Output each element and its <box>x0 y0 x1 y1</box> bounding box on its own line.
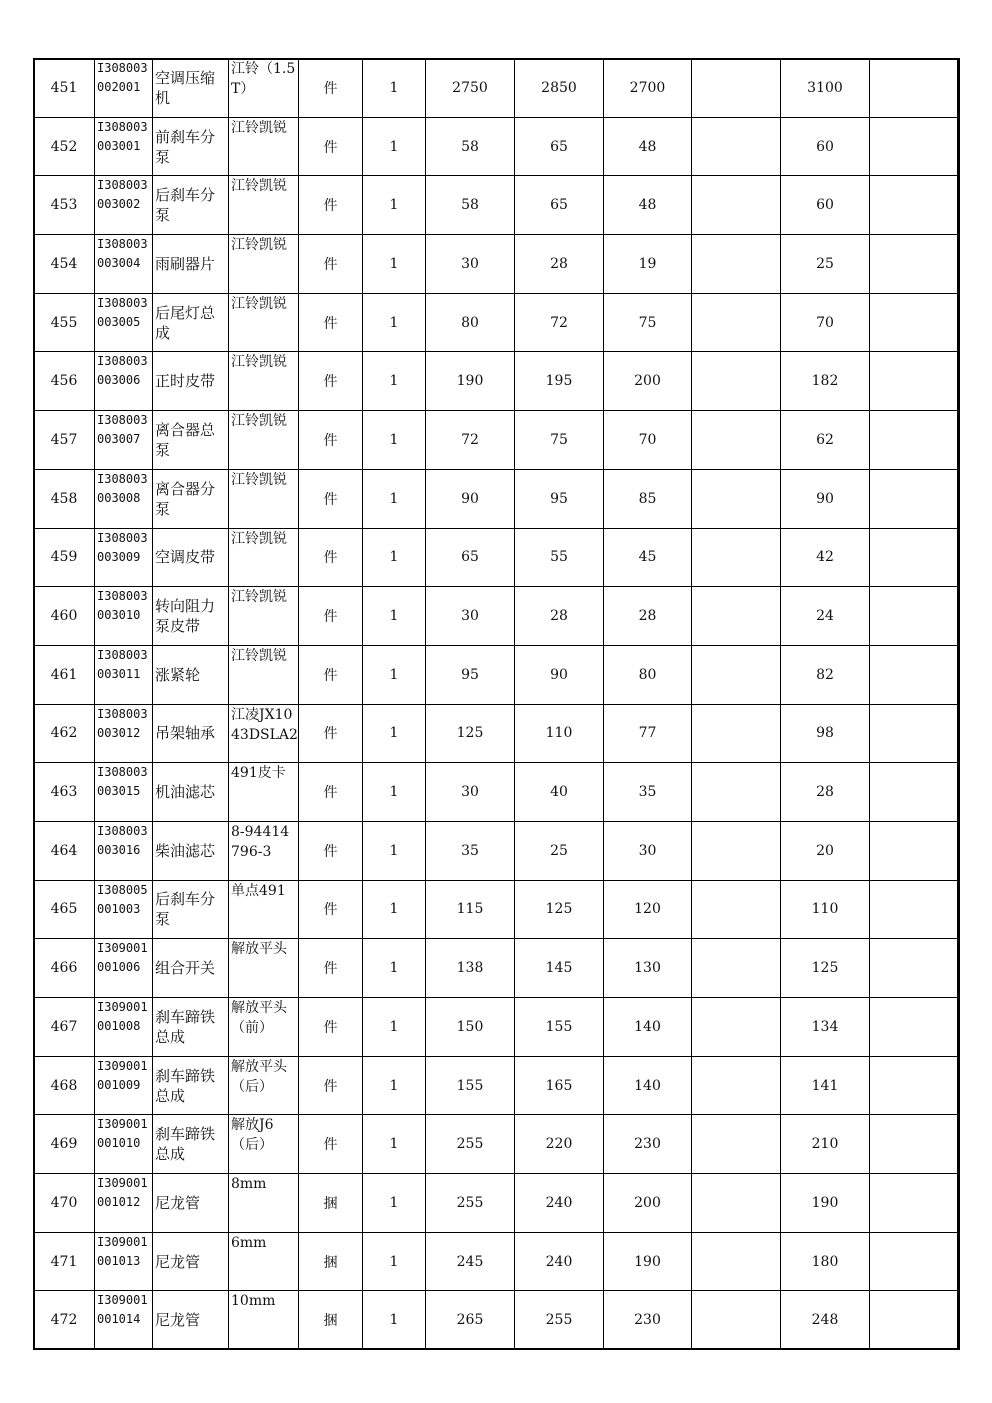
price-6 <box>870 235 960 294</box>
item-unit: 件 <box>299 469 363 528</box>
item-quantity: 1 <box>363 1232 426 1291</box>
item-name: 空调皮带 <box>153 528 229 587</box>
price-5: 98 <box>781 704 870 763</box>
price-3: 77 <box>604 704 692 763</box>
item-spec: 解放J6（后） <box>229 1115 299 1174</box>
item-name: 刹车蹄铁总成 <box>153 998 229 1057</box>
price-3: 200 <box>604 1174 692 1233</box>
item-code: I308005001003 <box>95 880 153 939</box>
price-2: 95 <box>515 469 604 528</box>
item-unit: 捆 <box>299 1232 363 1291</box>
table-row <box>34 411 960 470</box>
price-6 <box>870 1115 960 1174</box>
price-3: 80 <box>604 645 692 704</box>
item-unit: 件 <box>299 998 363 1057</box>
price-5: 110 <box>781 880 870 939</box>
item-code: I308003003004 <box>95 235 153 294</box>
item-name: 刹车蹄铁总成 <box>153 1056 229 1115</box>
price-3: 35 <box>604 763 692 822</box>
price-2: 2850 <box>515 59 604 118</box>
price-4 <box>692 293 781 352</box>
item-name: 转向阻力泵皮带 <box>153 587 229 646</box>
price-1: 80 <box>426 293 515 352</box>
row-number: 460 <box>34 587 95 646</box>
price-5: 182 <box>781 352 870 411</box>
price-1: 2750 <box>426 59 515 118</box>
price-4 <box>692 411 781 470</box>
price-3: 230 <box>604 1291 692 1350</box>
price-2: 90 <box>515 645 604 704</box>
item-quantity: 1 <box>363 352 426 411</box>
item-quantity: 1 <box>363 1174 426 1233</box>
item-spec: 解放平头（后） <box>229 1056 299 1115</box>
price-6 <box>870 469 960 528</box>
price-5: 180 <box>781 1232 870 1291</box>
item-unit: 件 <box>299 587 363 646</box>
price-6 <box>870 1056 960 1115</box>
table-row <box>34 235 960 294</box>
item-spec: 6mm <box>229 1232 299 1291</box>
price-3: 130 <box>604 939 692 998</box>
row-number: 464 <box>34 821 95 880</box>
row-number: 455 <box>34 293 95 352</box>
item-code: I308003003002 <box>95 176 153 235</box>
item-code: I308003003005 <box>95 293 153 352</box>
price-5: 210 <box>781 1115 870 1174</box>
price-5: 24 <box>781 587 870 646</box>
row-number: 457 <box>34 411 95 470</box>
item-spec: 江铃凯锐 <box>229 411 299 470</box>
item-quantity: 1 <box>363 117 426 176</box>
price-2: 155 <box>515 998 604 1057</box>
row-number: 465 <box>34 880 95 939</box>
item-code: I308003002001 <box>95 59 153 118</box>
table-row <box>34 293 960 352</box>
price-3: 2700 <box>604 59 692 118</box>
item-name: 后刹车分泵 <box>153 880 229 939</box>
item-spec: 解放平头 <box>229 939 299 998</box>
item-unit: 件 <box>299 939 363 998</box>
row-number: 459 <box>34 528 95 587</box>
price-6 <box>870 880 960 939</box>
row-number: 462 <box>34 704 95 763</box>
row-number: 466 <box>34 939 95 998</box>
item-unit: 件 <box>299 293 363 352</box>
item-spec: 江铃凯锐 <box>229 117 299 176</box>
item-spec: 江铃凯锐 <box>229 235 299 294</box>
item-name: 机油滤芯 <box>153 763 229 822</box>
price-5: 134 <box>781 998 870 1057</box>
row-number: 470 <box>34 1174 95 1233</box>
item-code: I309001001009 <box>95 1056 153 1115</box>
price-4 <box>692 117 781 176</box>
item-spec: 单点491 <box>229 880 299 939</box>
price-4 <box>692 645 781 704</box>
price-4 <box>692 880 781 939</box>
item-spec: 江铃凯锐 <box>229 352 299 411</box>
price-5: 25 <box>781 235 870 294</box>
price-2: 40 <box>515 763 604 822</box>
price-4 <box>692 59 781 118</box>
item-quantity: 1 <box>363 469 426 528</box>
table-row <box>34 59 960 118</box>
price-3: 30 <box>604 821 692 880</box>
price-1: 30 <box>426 763 515 822</box>
item-quantity: 1 <box>363 939 426 998</box>
price-4 <box>692 1291 781 1350</box>
row-number: 468 <box>34 1056 95 1115</box>
table-row <box>34 939 960 998</box>
price-3: 28 <box>604 587 692 646</box>
row-number: 452 <box>34 117 95 176</box>
item-spec: 江铃凯锐 <box>229 293 299 352</box>
table-row <box>34 352 960 411</box>
price-5: 248 <box>781 1291 870 1350</box>
item-quantity: 1 <box>363 176 426 235</box>
item-spec: 江凌JX1043DSLA2 <box>229 704 299 763</box>
item-name: 吊架轴承 <box>153 704 229 763</box>
price-5: 60 <box>781 117 870 176</box>
item-unit: 件 <box>299 528 363 587</box>
item-quantity: 1 <box>363 528 426 587</box>
table-row <box>34 763 960 822</box>
row-number: 458 <box>34 469 95 528</box>
price-6 <box>870 1232 960 1291</box>
item-name: 尼龙管 <box>153 1232 229 1291</box>
item-code: I309001001014 <box>95 1291 153 1350</box>
price-6 <box>870 293 960 352</box>
price-2: 255 <box>515 1291 604 1350</box>
table-row <box>34 1232 960 1291</box>
price-2: 195 <box>515 352 604 411</box>
table-row <box>34 528 960 587</box>
item-name: 刹车蹄铁总成 <box>153 1115 229 1174</box>
item-code: I309001001010 <box>95 1115 153 1174</box>
item-unit: 件 <box>299 176 363 235</box>
price-5: 62 <box>781 411 870 470</box>
item-spec: 10mm <box>229 1291 299 1350</box>
item-quantity: 1 <box>363 645 426 704</box>
item-quantity: 1 <box>363 587 426 646</box>
price-1: 245 <box>426 1232 515 1291</box>
item-unit: 件 <box>299 821 363 880</box>
price-4 <box>692 587 781 646</box>
row-number: 469 <box>34 1115 95 1174</box>
item-quantity: 1 <box>363 1291 426 1350</box>
price-2: 72 <box>515 293 604 352</box>
price-2: 65 <box>515 176 604 235</box>
price-6 <box>870 1174 960 1233</box>
item-code: I308003003006 <box>95 352 153 411</box>
price-1: 30 <box>426 587 515 646</box>
price-3: 19 <box>604 235 692 294</box>
price-6 <box>870 763 960 822</box>
item-name: 涨紧轮 <box>153 645 229 704</box>
item-name: 尼龙管 <box>153 1174 229 1233</box>
item-code: I308003003011 <box>95 645 153 704</box>
item-code: I308003003001 <box>95 117 153 176</box>
price-5: 141 <box>781 1056 870 1115</box>
item-spec: 江铃凯锐 <box>229 176 299 235</box>
table-row <box>34 1174 960 1233</box>
table-row <box>34 645 960 704</box>
item-name: 离合器分泵 <box>153 469 229 528</box>
price-5: 90 <box>781 469 870 528</box>
item-unit: 件 <box>299 235 363 294</box>
price-3: 200 <box>604 352 692 411</box>
price-2: 75 <box>515 411 604 470</box>
item-unit: 件 <box>299 1115 363 1174</box>
price-6 <box>870 1291 960 1350</box>
price-2: 55 <box>515 528 604 587</box>
price-3: 45 <box>604 528 692 587</box>
price-1: 58 <box>426 117 515 176</box>
price-1: 35 <box>426 821 515 880</box>
price-1: 255 <box>426 1174 515 1233</box>
price-4 <box>692 998 781 1057</box>
price-table <box>33 58 960 1350</box>
table-row <box>34 821 960 880</box>
price-6 <box>870 998 960 1057</box>
price-3: 48 <box>604 117 692 176</box>
item-spec: 江铃（1.5T） <box>229 59 299 118</box>
price-6 <box>870 939 960 998</box>
price-6 <box>870 821 960 880</box>
price-3: 190 <box>604 1232 692 1291</box>
price-6 <box>870 59 960 118</box>
table-row <box>34 998 960 1057</box>
item-spec: 江铃凯锐 <box>229 469 299 528</box>
item-name: 空调压缩机 <box>153 59 229 118</box>
item-quantity: 1 <box>363 235 426 294</box>
price-6 <box>870 176 960 235</box>
item-spec: 解放平头（前） <box>229 998 299 1057</box>
price-4 <box>692 528 781 587</box>
item-spec: 491皮卡 <box>229 763 299 822</box>
item-name: 正时皮带 <box>153 352 229 411</box>
price-4 <box>692 1115 781 1174</box>
table-row <box>34 117 960 176</box>
price-4 <box>692 1232 781 1291</box>
price-2: 25 <box>515 821 604 880</box>
item-name: 尼龙管 <box>153 1291 229 1350</box>
price-1: 125 <box>426 704 515 763</box>
item-quantity: 1 <box>363 1115 426 1174</box>
price-6 <box>870 645 960 704</box>
table-row <box>34 1056 960 1115</box>
item-name: 前刹车分泵 <box>153 117 229 176</box>
price-3: 85 <box>604 469 692 528</box>
row-number: 453 <box>34 176 95 235</box>
price-6 <box>870 528 960 587</box>
row-number: 451 <box>34 59 95 118</box>
item-name: 柴油滤芯 <box>153 821 229 880</box>
table-row <box>34 587 960 646</box>
price-5: 125 <box>781 939 870 998</box>
table-row <box>34 469 960 528</box>
item-code: I309001001013 <box>95 1232 153 1291</box>
price-5: 82 <box>781 645 870 704</box>
price-4 <box>692 763 781 822</box>
price-4 <box>692 352 781 411</box>
item-quantity: 1 <box>363 998 426 1057</box>
price-3: 120 <box>604 880 692 939</box>
item-code: I308003003007 <box>95 411 153 470</box>
price-2: 28 <box>515 587 604 646</box>
price-3: 75 <box>604 293 692 352</box>
item-quantity: 1 <box>363 293 426 352</box>
item-name: 组合开关 <box>153 939 229 998</box>
price-4 <box>692 235 781 294</box>
item-quantity: 1 <box>363 704 426 763</box>
item-quantity: 1 <box>363 880 426 939</box>
row-number: 456 <box>34 352 95 411</box>
price-2: 240 <box>515 1232 604 1291</box>
price-3: 230 <box>604 1115 692 1174</box>
item-unit: 捆 <box>299 1174 363 1233</box>
price-2: 240 <box>515 1174 604 1233</box>
price-4 <box>692 176 781 235</box>
price-4 <box>692 939 781 998</box>
item-unit: 件 <box>299 645 363 704</box>
row-number: 461 <box>34 645 95 704</box>
price-5: 60 <box>781 176 870 235</box>
price-2: 110 <box>515 704 604 763</box>
price-1: 95 <box>426 645 515 704</box>
price-2: 220 <box>515 1115 604 1174</box>
item-quantity: 1 <box>363 411 426 470</box>
item-unit: 件 <box>299 1056 363 1115</box>
table-body <box>34 59 960 1350</box>
price-1: 115 <box>426 880 515 939</box>
price-3: 140 <box>604 998 692 1057</box>
price-6 <box>870 587 960 646</box>
price-4 <box>692 1056 781 1115</box>
row-number: 467 <box>34 998 95 1057</box>
price-4 <box>692 1174 781 1233</box>
table-row <box>34 176 960 235</box>
item-spec: 江铃凯锐 <box>229 587 299 646</box>
price-4 <box>692 704 781 763</box>
item-spec: 8-94414796-3 <box>229 821 299 880</box>
price-1: 58 <box>426 176 515 235</box>
price-6 <box>870 352 960 411</box>
price-1: 90 <box>426 469 515 528</box>
item-code: I308003003015 <box>95 763 153 822</box>
item-code: I309001001006 <box>95 939 153 998</box>
price-5: 28 <box>781 763 870 822</box>
row-number: 463 <box>34 763 95 822</box>
item-quantity: 1 <box>363 821 426 880</box>
price-6 <box>870 117 960 176</box>
price-2: 125 <box>515 880 604 939</box>
item-code: I308003003016 <box>95 821 153 880</box>
table-row <box>34 880 960 939</box>
price-1: 72 <box>426 411 515 470</box>
price-5: 20 <box>781 821 870 880</box>
price-5: 190 <box>781 1174 870 1233</box>
price-1: 255 <box>426 1115 515 1174</box>
table-row <box>34 1115 960 1174</box>
row-number: 472 <box>34 1291 95 1350</box>
price-3: 140 <box>604 1056 692 1115</box>
item-name: 后刹车分泵 <box>153 176 229 235</box>
price-1: 150 <box>426 998 515 1057</box>
item-code: I308003003010 <box>95 587 153 646</box>
price-2: 145 <box>515 939 604 998</box>
item-quantity: 1 <box>363 763 426 822</box>
price-5: 70 <box>781 293 870 352</box>
price-3: 70 <box>604 411 692 470</box>
price-4 <box>692 469 781 528</box>
price-6 <box>870 411 960 470</box>
price-1: 65 <box>426 528 515 587</box>
item-quantity: 1 <box>363 1056 426 1115</box>
price-2: 165 <box>515 1056 604 1115</box>
price-1: 138 <box>426 939 515 998</box>
item-unit: 件 <box>299 704 363 763</box>
item-unit: 件 <box>299 59 363 118</box>
item-spec: 江铃凯锐 <box>229 645 299 704</box>
item-name: 离合器总泵 <box>153 411 229 470</box>
row-number: 454 <box>34 235 95 294</box>
price-5: 3100 <box>781 59 870 118</box>
item-unit: 件 <box>299 411 363 470</box>
item-code: I308003003008 <box>95 469 153 528</box>
item-spec: 8mm <box>229 1174 299 1233</box>
item-code: I309001001008 <box>95 998 153 1057</box>
price-1: 265 <box>426 1291 515 1350</box>
price-1: 190 <box>426 352 515 411</box>
price-6 <box>870 704 960 763</box>
item-code: I308003003012 <box>95 704 153 763</box>
table-row <box>34 1291 960 1350</box>
price-3: 48 <box>604 176 692 235</box>
price-5: 42 <box>781 528 870 587</box>
item-code: I308003003009 <box>95 528 153 587</box>
item-unit: 捆 <box>299 1291 363 1350</box>
price-1: 155 <box>426 1056 515 1115</box>
row-number: 471 <box>34 1232 95 1291</box>
item-unit: 件 <box>299 880 363 939</box>
item-spec: 江铃凯锐 <box>229 528 299 587</box>
item-name: 后尾灯总成 <box>153 293 229 352</box>
item-unit: 件 <box>299 352 363 411</box>
item-quantity: 1 <box>363 59 426 118</box>
price-1: 30 <box>426 235 515 294</box>
item-code: I309001001012 <box>95 1174 153 1233</box>
price-2: 65 <box>515 117 604 176</box>
item-unit: 件 <box>299 763 363 822</box>
price-2: 28 <box>515 235 604 294</box>
item-unit: 件 <box>299 117 363 176</box>
table-row <box>34 704 960 763</box>
item-name: 雨刷器片 <box>153 235 229 294</box>
price-4 <box>692 821 781 880</box>
